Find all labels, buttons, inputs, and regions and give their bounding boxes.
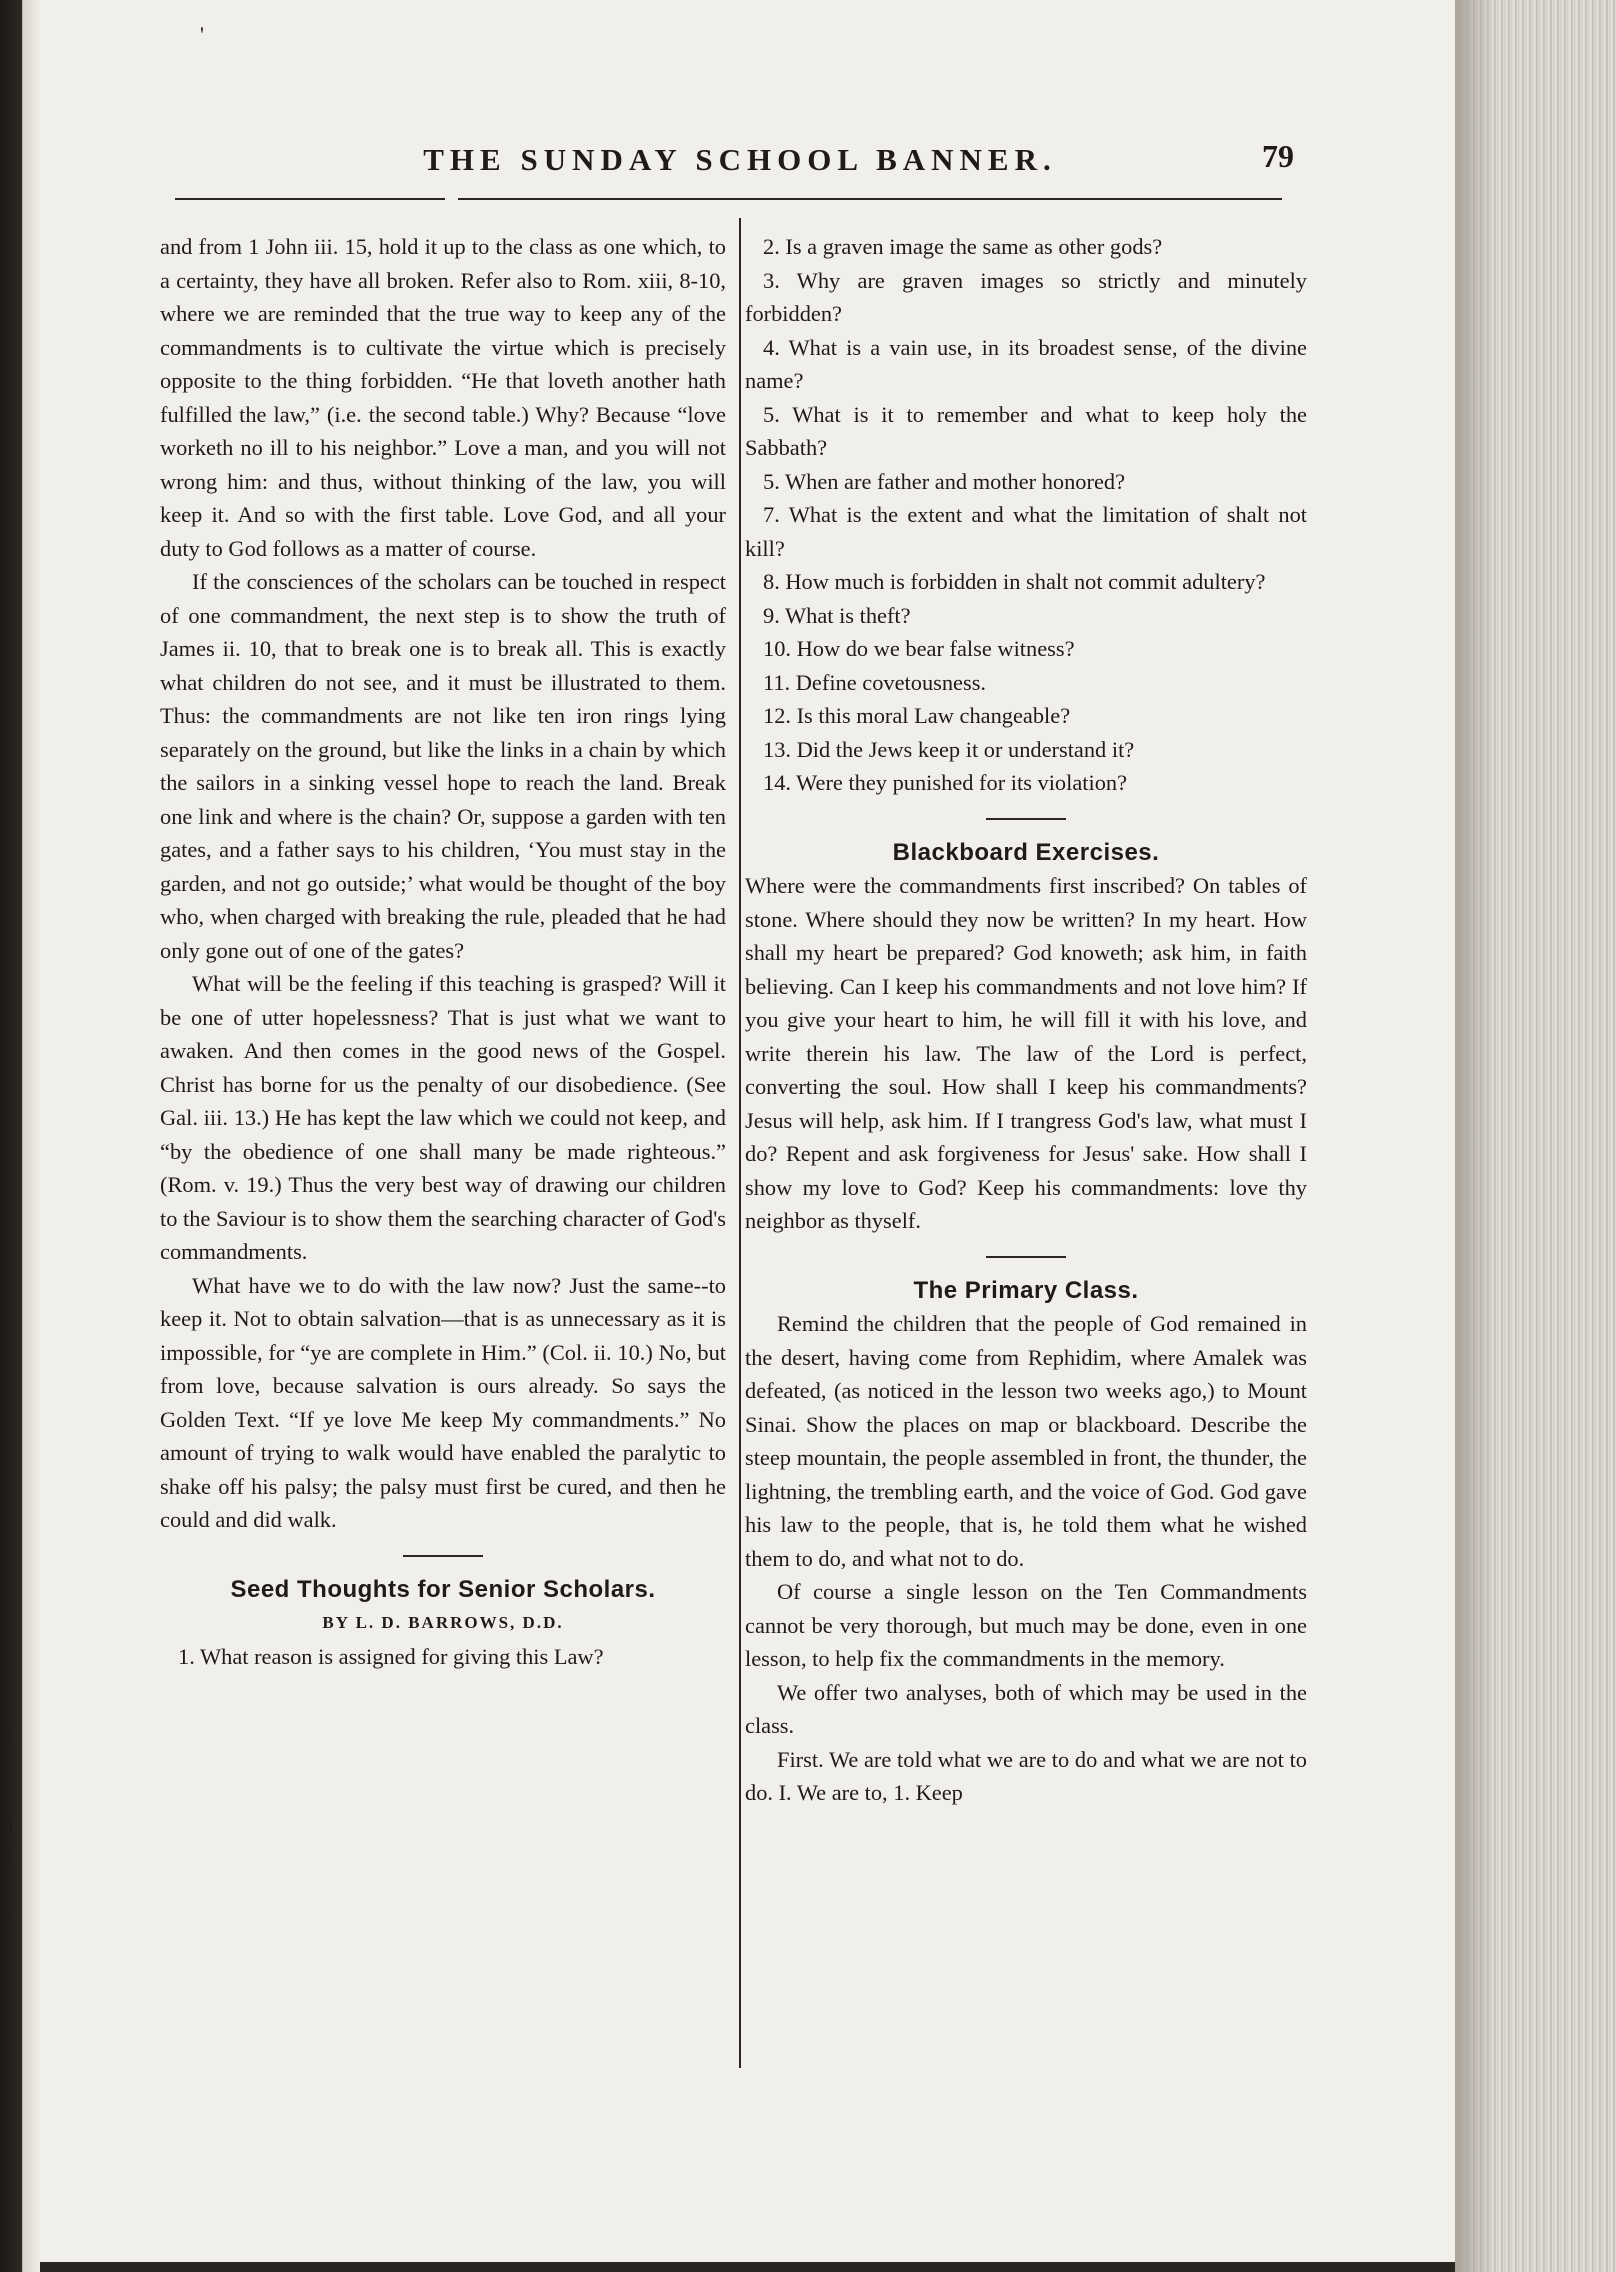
gutter-letter: -	[2, 1932, 10, 1957]
right-column	[745, 230, 1307, 1810]
running-title: THE SUNDAY SCHOOL BANNER.	[423, 142, 1057, 177]
column-divider	[739, 218, 741, 2068]
gutter-letter: t	[2, 1872, 9, 1897]
gutter-letter: y	[2, 1842, 13, 1867]
paragraph-keep-law: What have we to do with the law now? Just the same--to keep it. Not to obtain salvation—that is as unnecessary as it is impossible, for “ye are complete in Him.” (Col. ii. 10.) No, but from love, because salvation is ours already. So says the Golden Text. “If ye love Me keep My commandments.” No amount of trying to walk would have enabled the paralytic to shake off his palsy; the palsy must first be cured, and then he could and did walk.	[160, 1272, 726, 1532]
gutter-letter: h	[2, 1812, 13, 1837]
facing-page-fragments	[2, 1690, 16, 1990]
question-item: 8. How much is forbidden in shalt not commit adultery?	[763, 569, 1266, 594]
gutter-letter: t	[2, 1962, 9, 1987]
blackboard-text: Where were the commandments first inscribed? On tables of stone. Where should they now be written? In my heart. How shall my heart be prepared? God knoweth; ask him, in faith believing. Can I keep his commandments and not love him? If you give your heart to him, he will fill it with his love, and write therein his law. The law of the Lord is perfect, converting the soul. How shall I keep his commandments? Jesus will help, ask him. If I trangress God's law, what must I do? Repent and ask forgiveness for Jesus' sake. How shall I show my love to God? Keep his commandments: love thy neighbor as thyself.	[745, 873, 1307, 1233]
primary-class-heading: The Primary Class.	[913, 1276, 1139, 1304]
paragraph-desert: Remind the children that the people of God remained in the desert, having come from Rephidim, where Amalek was defeated, (as noticed in the lesson two weeks ago,) to Mount Sinai. Show the places on map or blackboard. Describe the steep mountain, the people assembled in front, the thunder, the lightning, the trembling earth, and the voice of God. God gave his law to the people, that is, he told them what he wished them to do, and what not to do.	[745, 1311, 1307, 1571]
header-rule-right	[458, 198, 1282, 200]
left-column	[160, 230, 726, 1673]
question-item: 2. Is a graven image the same as other gods?	[763, 234, 1163, 259]
gutter-letter: ,	[2, 1752, 8, 1777]
section-divider	[403, 1555, 483, 1557]
blackboard-heading: Blackboard Exercises.	[892, 838, 1160, 866]
question-item: 9. What is theft?	[763, 602, 911, 628]
paragraph-analyses: We offer two analyses, both of which may be used in the class.	[745, 1679, 1307, 1738]
stray-mark: '	[200, 22, 204, 47]
page-bottom-shadow	[40, 2262, 1455, 2272]
question-item: 7. What is the extent and what the limitation of shalt not kill?	[745, 502, 1307, 561]
gutter-letter: t	[2, 1692, 9, 1717]
question-item: 12. Is this moral Law changeable?	[763, 703, 1071, 728]
question-item: 11. Define covetousness.	[763, 669, 987, 695]
seed-thoughts-heading: Seed Thoughts for Senior Scholars.	[230, 1575, 656, 1603]
paragraph-first-analysis: First. We are told what we are to do and what we are not to do. I. We are to, 1. Keep	[745, 1746, 1307, 1805]
question-list	[745, 230, 1307, 800]
paragraph-ten-commandments: Of course a single lesson on the Ten Commandments cannot be very thorough, but much may be done, even in one lesson, to help fix the commandments in the memory.	[745, 1579, 1307, 1671]
paragraph-chain-illustration: If the consciences of the scholars can be touched in respect of one commandment, the next step is to show the truth of James ii. 10, that to break one is to break all. This is exactly what children do not see, and it must be illustrated to them. Thus: the commandments are not like ten iron rings lying separately on the ground, but like the links in a chain by which the sailors in a sinking vessel hope to reach the land. Break one link and where is the chain? Or, suppose a garden with ten gates, and a father says to his children, ‘You must stay in the garden, and not go outside;’ what would be thought of the boy who, when charged with breaking the rule, pleaded that he had only gone out of one of the gates?	[160, 569, 726, 963]
question-item: 5. When are father and mother honored?	[763, 468, 1126, 494]
gutter-letter: t	[2, 1782, 9, 1807]
page-number: 79	[1262, 138, 1294, 174]
question-item: 13. Did the Jews keep it or understand it?	[763, 736, 1135, 762]
header-rule-left	[175, 198, 445, 200]
section-divider	[986, 818, 1066, 820]
question-item: 3. Why are graven images so strictly and minutely forbidden?	[745, 267, 1307, 326]
gutter-letter: s	[2, 1722, 11, 1747]
seed-thoughts-byline: BY L. D. BARROWS, D.D.	[322, 1613, 564, 1632]
paragraph-hopelessness: What will be the feeling if this teaching is grasped? Will it be one of utter hopelessness? That is just what we want to awaken. And then comes in the good news of the Gospel. Christ has borne for us the penalty of our disobedience. (See Gal. iii. 13.) He has kept the law which we could not keep, and “by the obedience of one shall many be made righteous.” (Rom. v. 19.) Thus the very best way of drawing our children to the Saviour is to show them the searching character of God's commandments.	[160, 971, 726, 1264]
section-divider	[986, 1256, 1066, 1258]
question-item: 10. How do we bear false witness?	[763, 636, 1075, 661]
paragraph-commandments-love: and from 1 John iii. 15, hold it up to the class as one which, to a certainty, they have all broken. Refer also to Rom. xiii, 8-10, where we are reminded that the true way to keep any of the commandments is to cultivate the virtue which is precisely opposite to the thing forbidden. “He that loveth another hath fulfilled the law,” (i.e. the second table.) Why? Because “love worketh no ill to his neighbor.” Love a man, and you will not wrong him: and thus, without thinking of the law, you will keep it. And so with the first table. Love God, and all your duty to God follows as a matter of course.	[160, 234, 726, 561]
question-item: 1. What reason is assigned for giving this Law?	[178, 1643, 604, 1669]
question-item: 5. What is it to remember and what to keep holy the Sabbath?	[745, 401, 1307, 460]
question-item: 4. What is a vain use, in its broadest sense, of the divine name?	[745, 334, 1307, 393]
gutter-letter: s	[2, 1902, 11, 1927]
question-item: 14. Were they punished for its violation?	[763, 770, 1128, 795]
page-stack-edge	[1455, 0, 1616, 2272]
